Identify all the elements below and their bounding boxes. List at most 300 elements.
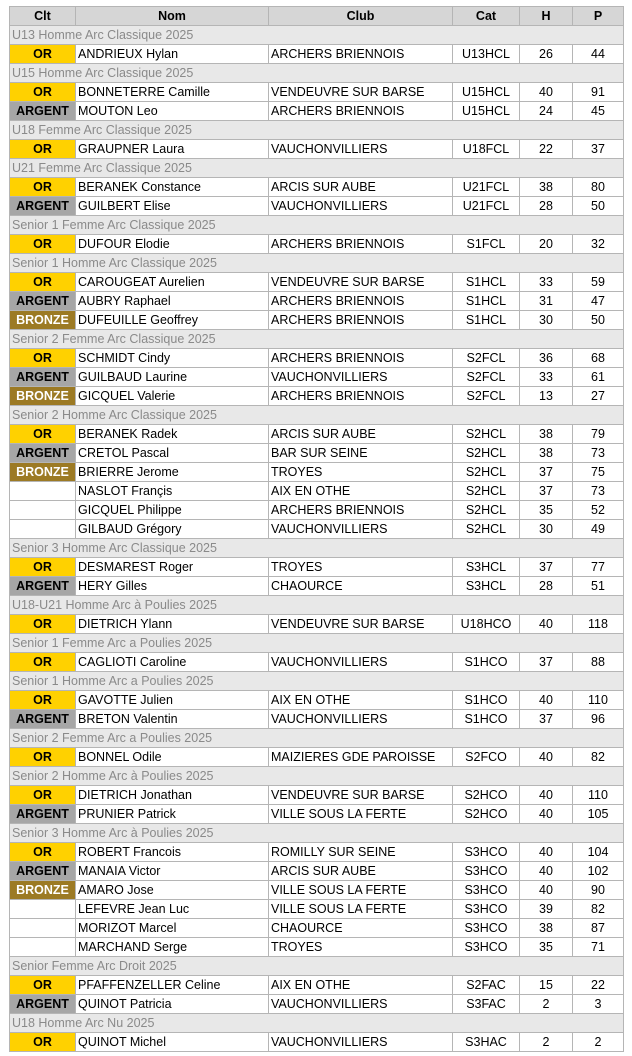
club-name: ARCIS SUR AUBE — [269, 178, 453, 197]
h-value: 24 — [520, 102, 573, 121]
club-name: ARCHERS BRIENNOIS — [269, 292, 453, 311]
category-header-row — [10, 957, 624, 976]
h-value: 40 — [520, 691, 573, 710]
archer-name: QUINOT Michel — [76, 1033, 269, 1052]
category-title: U21 Femme Arc Classique 2025 — [10, 159, 624, 178]
table-row — [10, 520, 624, 539]
club-name: VILLE SOUS LA FERTE — [269, 881, 453, 900]
category-title: Senior 2 Femme Arc a Poulies 2025 — [10, 729, 624, 748]
table-row — [10, 976, 624, 995]
archer-name: MARCHAND Serge — [76, 938, 269, 957]
club-name: AIX EN OTHE — [269, 482, 453, 501]
club-name: TROYES — [269, 558, 453, 577]
club-name: ARCHERS BRIENNOIS — [269, 311, 453, 330]
rank-badge-argent: ARGENT — [10, 710, 76, 729]
table-row — [10, 311, 624, 330]
category-code: S2HCO — [453, 805, 520, 824]
category-code: S3HCO — [453, 900, 520, 919]
table-row — [10, 710, 624, 729]
club-name: VAUCHONVILLIERS — [269, 520, 453, 539]
table-row — [10, 653, 624, 672]
archer-name: MOUTON Leo — [76, 102, 269, 121]
results-table — [9, 6, 624, 1052]
table-row — [10, 83, 624, 102]
rank-cell-empty — [10, 501, 76, 520]
club-name: VENDEUVRE SUR BARSE — [269, 83, 453, 102]
rank-badge-or: OR — [10, 178, 76, 197]
archer-name: DESMAREST Roger — [76, 558, 269, 577]
category-header-row — [10, 539, 624, 558]
table-row — [10, 368, 624, 387]
table-row — [10, 102, 624, 121]
category-code: S2FAC — [453, 976, 520, 995]
p-value: 49 — [573, 520, 624, 539]
p-value: 102 — [573, 862, 624, 881]
h-value: 35 — [520, 501, 573, 520]
category-code: S2HCL — [453, 501, 520, 520]
category-title: U15 Homme Arc Classique 2025 — [10, 64, 624, 83]
rank-badge-or: OR — [10, 786, 76, 805]
category-title: Senior 3 Homme Arc à Poulies 2025 — [10, 824, 624, 843]
club-name: MAIZIERES GDE PAROISSE — [269, 748, 453, 767]
archer-name: NASLOT Françis — [76, 482, 269, 501]
category-code: U13HCL — [453, 45, 520, 64]
table-row — [10, 292, 624, 311]
h-value: 38 — [520, 425, 573, 444]
h-value: 26 — [520, 45, 573, 64]
p-value: 50 — [573, 197, 624, 216]
h-value: 2 — [520, 995, 573, 1014]
rank-badge-or: OR — [10, 1033, 76, 1052]
p-value: 32 — [573, 235, 624, 254]
club-name: VAUCHONVILLIERS — [269, 197, 453, 216]
h-value: 13 — [520, 387, 573, 406]
p-value: 27 — [573, 387, 624, 406]
p-value: 110 — [573, 786, 624, 805]
table-row — [10, 995, 624, 1014]
club-name: ARCHERS BRIENNOIS — [269, 387, 453, 406]
table-row — [10, 387, 624, 406]
p-value: 22 — [573, 976, 624, 995]
h-value: 37 — [520, 710, 573, 729]
p-value: 68 — [573, 349, 624, 368]
category-code: S1FCL — [453, 235, 520, 254]
club-name: VILLE SOUS LA FERTE — [269, 805, 453, 824]
table-row — [10, 938, 624, 957]
h-value: 40 — [520, 805, 573, 824]
header-row — [10, 7, 624, 26]
rank-badge-argent: ARGENT — [10, 862, 76, 881]
rank-badge-or: OR — [10, 843, 76, 862]
table-row — [10, 140, 624, 159]
rank-badge-argent: ARGENT — [10, 102, 76, 121]
rank-badge-bronze: BRONZE — [10, 463, 76, 482]
rank-cell-empty — [10, 482, 76, 501]
club-name: ARCHERS BRIENNOIS — [269, 235, 453, 254]
category-title: Senior 3 Homme Arc Classique 2025 — [10, 539, 624, 558]
club-name: VAUCHONVILLIERS — [269, 995, 453, 1014]
archer-name: CAGLIOTI Caroline — [76, 653, 269, 672]
h-value: 22 — [520, 140, 573, 159]
rank-badge-or: OR — [10, 45, 76, 64]
h-value: 37 — [520, 482, 573, 501]
h-value: 38 — [520, 444, 573, 463]
p-value: 52 — [573, 501, 624, 520]
p-value: 45 — [573, 102, 624, 121]
p-value: 59 — [573, 273, 624, 292]
category-code: S2HCL — [453, 482, 520, 501]
archer-name: SCHMIDT Cindy — [76, 349, 269, 368]
table-row — [10, 558, 624, 577]
archer-name: GILBAUD Grégory — [76, 520, 269, 539]
club-name: CHAOURCE — [269, 577, 453, 596]
category-code: S1HCO — [453, 710, 520, 729]
table-row — [10, 691, 624, 710]
archer-name: MANAIA Victor — [76, 862, 269, 881]
p-value: 104 — [573, 843, 624, 862]
p-value: 2 — [573, 1033, 624, 1052]
category-title: U18-U21 Homme Arc à Poulies 2025 — [10, 596, 624, 615]
category-code: S3HCO — [453, 919, 520, 938]
category-header-row — [10, 159, 624, 178]
p-value: 77 — [573, 558, 624, 577]
table-row — [10, 444, 624, 463]
archer-name: DUFEUILLE Geoffrey — [76, 311, 269, 330]
rank-badge-or: OR — [10, 83, 76, 102]
p-value: 61 — [573, 368, 624, 387]
rank-badge-or: OR — [10, 425, 76, 444]
category-code: S1HCL — [453, 273, 520, 292]
club-name: VAUCHONVILLIERS — [269, 1033, 453, 1052]
category-header-row — [10, 824, 624, 843]
p-value: 88 — [573, 653, 624, 672]
archer-name: GAVOTTE Julien — [76, 691, 269, 710]
table-row — [10, 349, 624, 368]
h-value: 20 — [520, 235, 573, 254]
archer-name: GUILBERT Elise — [76, 197, 269, 216]
h-value: 31 — [520, 292, 573, 311]
club-name: ARCHERS BRIENNOIS — [269, 102, 453, 121]
p-value: 90 — [573, 881, 624, 900]
rank-badge-argent: ARGENT — [10, 197, 76, 216]
category-header-row — [10, 121, 624, 140]
table-row — [10, 45, 624, 64]
table-row — [10, 786, 624, 805]
h-value: 35 — [520, 938, 573, 957]
category-title: Senior 1 Homme Arc Classique 2025 — [10, 254, 624, 273]
table-row — [10, 273, 624, 292]
p-value: 3 — [573, 995, 624, 1014]
rank-badge-or: OR — [10, 349, 76, 368]
club-name: TROYES — [269, 463, 453, 482]
category-code: S3HCL — [453, 558, 520, 577]
h-value: 40 — [520, 748, 573, 767]
column-header-h: H — [520, 7, 573, 26]
category-code: S1HCL — [453, 292, 520, 311]
category-code: U21FCL — [453, 197, 520, 216]
category-code: S3HCO — [453, 843, 520, 862]
table-row — [10, 805, 624, 824]
rank-badge-or: OR — [10, 976, 76, 995]
rank-badge-argent: ARGENT — [10, 577, 76, 596]
club-name: ROMILLY SUR SEINE — [269, 843, 453, 862]
rank-badge-or: OR — [10, 273, 76, 292]
h-value: 40 — [520, 786, 573, 805]
h-value: 33 — [520, 368, 573, 387]
table-row — [10, 748, 624, 767]
category-code: S2FCL — [453, 349, 520, 368]
p-value: 110 — [573, 691, 624, 710]
category-code: S2HCL — [453, 444, 520, 463]
category-code: S3HAC — [453, 1033, 520, 1052]
category-code: S2FCL — [453, 387, 520, 406]
p-value: 87 — [573, 919, 624, 938]
category-code: S1HCL — [453, 311, 520, 330]
category-code: U21FCL — [453, 178, 520, 197]
club-name: VENDEUVRE SUR BARSE — [269, 615, 453, 634]
archer-name: DUFOUR Elodie — [76, 235, 269, 254]
archer-name: BONNEL Odile — [76, 748, 269, 767]
category-code: S2HCL — [453, 520, 520, 539]
category-title: U18 Femme Arc Classique 2025 — [10, 121, 624, 140]
category-header-row — [10, 254, 624, 273]
h-value: 30 — [520, 520, 573, 539]
category-header-row — [10, 216, 624, 235]
p-value: 37 — [573, 140, 624, 159]
category-title: Senior 2 Homme Arc Classique 2025 — [10, 406, 624, 425]
rank-badge-argent: ARGENT — [10, 444, 76, 463]
rank-cell-empty — [10, 919, 76, 938]
archer-name: BRIERRE Jerome — [76, 463, 269, 482]
p-value: 51 — [573, 577, 624, 596]
category-header-row — [10, 406, 624, 425]
category-header-row — [10, 64, 624, 83]
table-row — [10, 843, 624, 862]
archer-name: DIETRICH Ylann — [76, 615, 269, 634]
results-body — [10, 26, 624, 1052]
p-value: 82 — [573, 748, 624, 767]
rank-badge-argent: ARGENT — [10, 805, 76, 824]
rank-badge-or: OR — [10, 691, 76, 710]
rank-badge-or: OR — [10, 558, 76, 577]
club-name: VENDEUVRE SUR BARSE — [269, 273, 453, 292]
category-code: U18FCL — [453, 140, 520, 159]
category-code: U15HCL — [453, 83, 520, 102]
category-code: S2HCL — [453, 463, 520, 482]
archer-name: GRAUPNER Laura — [76, 140, 269, 159]
archer-name: DIETRICH Jonathan — [76, 786, 269, 805]
category-header-row — [10, 634, 624, 653]
h-value: 28 — [520, 577, 573, 596]
archer-name: AMARO Jose — [76, 881, 269, 900]
category-code: S3FAC — [453, 995, 520, 1014]
table-row — [10, 900, 624, 919]
rank-badge-bronze: BRONZE — [10, 387, 76, 406]
archer-name: GUILBAUD Laurine — [76, 368, 269, 387]
rank-badge-argent: ARGENT — [10, 368, 76, 387]
rank-cell-empty — [10, 900, 76, 919]
h-value: 37 — [520, 653, 573, 672]
category-title: Senior 1 Femme Arc Classique 2025 — [10, 216, 624, 235]
archer-name: HERY Gilles — [76, 577, 269, 596]
p-value: 47 — [573, 292, 624, 311]
h-value: 15 — [520, 976, 573, 995]
h-value: 40 — [520, 615, 573, 634]
p-value: 79 — [573, 425, 624, 444]
club-name: ARCHERS BRIENNOIS — [269, 45, 453, 64]
club-name: VAUCHONVILLIERS — [269, 710, 453, 729]
h-value: 40 — [520, 843, 573, 862]
rank-badge-or: OR — [10, 653, 76, 672]
archer-name: BERANEK Constance — [76, 178, 269, 197]
category-header-row — [10, 1014, 624, 1033]
archer-name: CAROUGEAT Aurelien — [76, 273, 269, 292]
rank-cell-empty — [10, 520, 76, 539]
archer-name: PRUNIER Patrick — [76, 805, 269, 824]
category-code: S2FCO — [453, 748, 520, 767]
archer-name: BRETON Valentin — [76, 710, 269, 729]
p-value: 80 — [573, 178, 624, 197]
category-header-row — [10, 330, 624, 349]
p-value: 91 — [573, 83, 624, 102]
h-value: 40 — [520, 862, 573, 881]
rank-badge-argent: ARGENT — [10, 292, 76, 311]
table-row — [10, 482, 624, 501]
archer-name: MORIZOT Marcel — [76, 919, 269, 938]
category-code: S1HCO — [453, 653, 520, 672]
club-name: VAUCHONVILLIERS — [269, 653, 453, 672]
archer-name: BONNETERRE Camille — [76, 83, 269, 102]
archer-name: ANDRIEUX Hylan — [76, 45, 269, 64]
rank-badge-bronze: BRONZE — [10, 311, 76, 330]
club-name: ARCHERS BRIENNOIS — [269, 501, 453, 520]
archer-name: ROBERT Francois — [76, 843, 269, 862]
h-value: 2 — [520, 1033, 573, 1052]
category-title: Senior Femme Arc Droit 2025 — [10, 957, 624, 976]
h-value: 33 — [520, 273, 573, 292]
table-row — [10, 1033, 624, 1052]
rank-badge-bronze: BRONZE — [10, 881, 76, 900]
rank-badge-argent: ARGENT — [10, 995, 76, 1014]
category-header-row — [10, 26, 624, 45]
rank-badge-or: OR — [10, 615, 76, 634]
club-name: AIX EN OTHE — [269, 691, 453, 710]
h-value: 40 — [520, 881, 573, 900]
category-title: U13 Homme Arc Classique 2025 — [10, 26, 624, 45]
p-value: 73 — [573, 444, 624, 463]
rank-cell-empty — [10, 938, 76, 957]
p-value: 96 — [573, 710, 624, 729]
category-code: S2HCO — [453, 786, 520, 805]
category-code: S2HCL — [453, 425, 520, 444]
p-value: 118 — [573, 615, 624, 634]
category-code: S3HCO — [453, 881, 520, 900]
category-code: S2FCL — [453, 368, 520, 387]
h-value: 28 — [520, 197, 573, 216]
h-value: 37 — [520, 463, 573, 482]
p-value: 105 — [573, 805, 624, 824]
category-code: S3HCO — [453, 938, 520, 957]
column-header-p: P — [573, 7, 624, 26]
p-value: 50 — [573, 311, 624, 330]
club-name: ARCIS SUR AUBE — [269, 425, 453, 444]
table-row — [10, 919, 624, 938]
column-header-clt: Clt — [10, 7, 76, 26]
category-code: U15HCL — [453, 102, 520, 121]
club-name: VAUCHONVILLIERS — [269, 368, 453, 387]
h-value: 38 — [520, 919, 573, 938]
category-code: S3HCL — [453, 577, 520, 596]
club-name: BAR SUR SEINE — [269, 444, 453, 463]
club-name: TROYES — [269, 938, 453, 957]
rank-badge-or: OR — [10, 748, 76, 767]
category-title: Senior 1 Homme Arc a Poulies 2025 — [10, 672, 624, 691]
table-row — [10, 235, 624, 254]
category-header-row — [10, 729, 624, 748]
archer-name: CRETOL Pascal — [76, 444, 269, 463]
p-value: 75 — [573, 463, 624, 482]
column-header-club: Club — [269, 7, 453, 26]
table-row — [10, 881, 624, 900]
table-row — [10, 577, 624, 596]
category-title: Senior 2 Homme Arc à Poulies 2025 — [10, 767, 624, 786]
category-code: U18HCO — [453, 615, 520, 634]
rank-badge-or: OR — [10, 235, 76, 254]
p-value: 44 — [573, 45, 624, 64]
table-row — [10, 178, 624, 197]
p-value: 82 — [573, 900, 624, 919]
club-name: ARCIS SUR AUBE — [269, 862, 453, 881]
h-value: 39 — [520, 900, 573, 919]
category-code: S1HCO — [453, 691, 520, 710]
category-header-row — [10, 596, 624, 615]
p-value: 71 — [573, 938, 624, 957]
category-title: U18 Homme Arc Nu 2025 — [10, 1014, 624, 1033]
h-value: 36 — [520, 349, 573, 368]
category-code: S3HCO — [453, 862, 520, 881]
club-name: ARCHERS BRIENNOIS — [269, 349, 453, 368]
club-name: AIX EN OTHE — [269, 976, 453, 995]
table-row — [10, 463, 624, 482]
table-row — [10, 615, 624, 634]
table-row — [10, 501, 624, 520]
category-header-row — [10, 767, 624, 786]
archer-name: LEFEVRE Jean Luc — [76, 900, 269, 919]
category-title: Senior 2 Femme Arc Classique 2025 — [10, 330, 624, 349]
archer-name: GICQUEL Philippe — [76, 501, 269, 520]
archer-name: QUINOT Patricia — [76, 995, 269, 1014]
table-row — [10, 197, 624, 216]
h-value: 37 — [520, 558, 573, 577]
table-row — [10, 425, 624, 444]
archer-name: PFAFFENZELLER Celine — [76, 976, 269, 995]
p-value: 73 — [573, 482, 624, 501]
club-name: VAUCHONVILLIERS — [269, 140, 453, 159]
table-row — [10, 862, 624, 881]
club-name: VILLE SOUS LA FERTE — [269, 900, 453, 919]
archer-name: AUBRY Raphael — [76, 292, 269, 311]
category-title: Senior 1 Femme Arc a Poulies 2025 — [10, 634, 624, 653]
h-value: 30 — [520, 311, 573, 330]
archer-name: BERANEK Radek — [76, 425, 269, 444]
club-name: CHAOURCE — [269, 919, 453, 938]
category-header-row — [10, 672, 624, 691]
club-name: VENDEUVRE SUR BARSE — [269, 786, 453, 805]
archer-name: GICQUEL Valerie — [76, 387, 269, 406]
h-value: 38 — [520, 178, 573, 197]
rank-badge-or: OR — [10, 140, 76, 159]
h-value: 40 — [520, 83, 573, 102]
